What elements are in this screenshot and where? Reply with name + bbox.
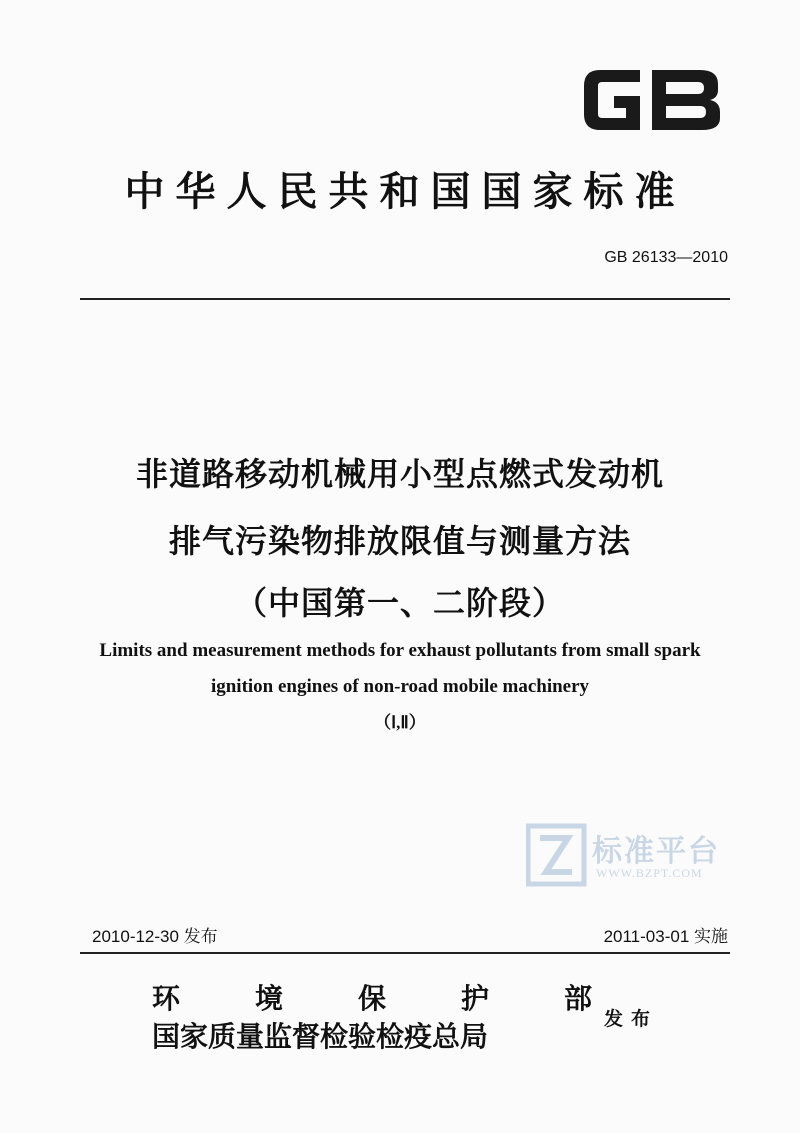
en-title-line-2: ignition engines of non-road mobile machinery bbox=[210, 676, 590, 697]
issuer-ministry bbox=[152, 977, 592, 1017]
watermark-text: 标准平台 bbox=[592, 834, 720, 869]
publish-label: 发布 bbox=[604, 1008, 659, 1030]
header-divider bbox=[80, 298, 730, 300]
implementation-date: 2011-03-01 实施 bbox=[603, 927, 728, 946]
watermark-url: WWW.BZPT.COM bbox=[596, 866, 703, 880]
issue-date: 2010-12-30 发布 bbox=[92, 927, 218, 946]
cn-title-line-1: 非道路移动机械用小型点燃式发动机 bbox=[135, 455, 664, 493]
issuer-char: 护 bbox=[460, 982, 489, 1015]
standard-number: GB 26133—2010 bbox=[604, 249, 728, 266]
issuer-aqsiq: 国家质量监督检验检疫总局 bbox=[152, 1020, 489, 1053]
issuer-char: 环 bbox=[152, 982, 181, 1015]
en-title-stage: （Ⅰ,Ⅱ） bbox=[374, 713, 426, 732]
en-title-line-1: Limits and measurement methods for exhaust pollutants from small spark bbox=[99, 640, 701, 661]
gb-logo bbox=[578, 60, 726, 140]
issuer-char: 境 bbox=[254, 982, 283, 1015]
footer-divider bbox=[80, 952, 730, 954]
issuer-char: 保 bbox=[357, 982, 386, 1015]
cn-title-line-2: 排气污染物排放限值与测量方法 bbox=[168, 522, 631, 560]
issuer-char: 部 bbox=[563, 982, 592, 1015]
cn-title-line-3: （中国第一、二阶段） bbox=[234, 584, 565, 622]
standard-country-title: 中华人民共和国国家标准 bbox=[124, 168, 686, 215]
